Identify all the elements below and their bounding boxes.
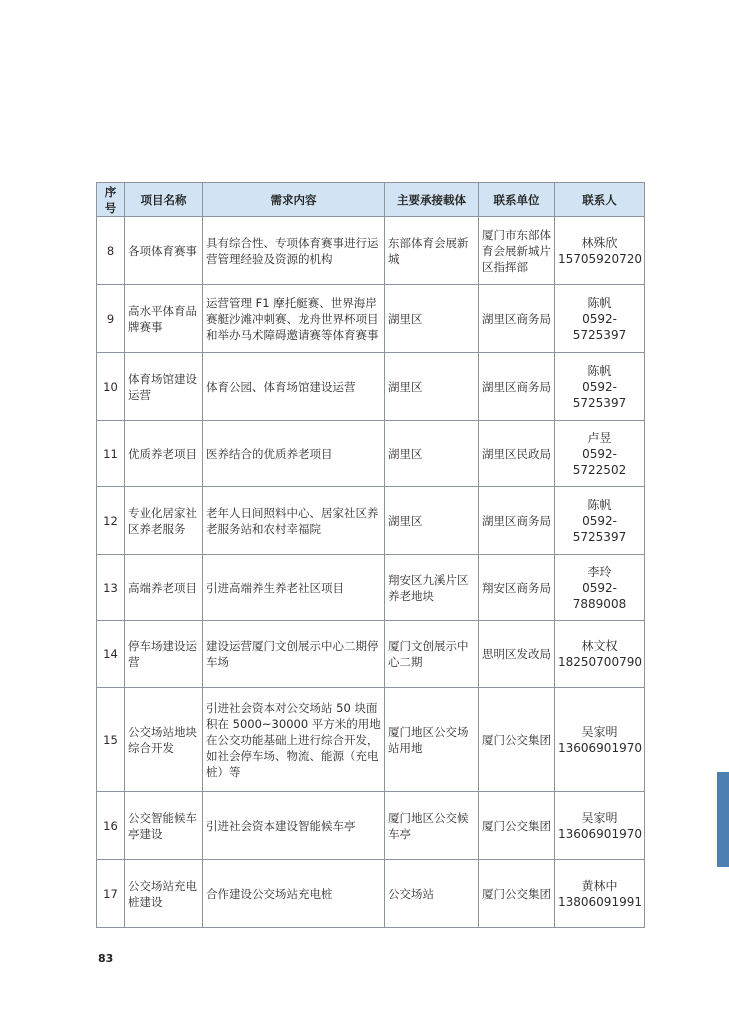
contact-name: 林殊欣 bbox=[581, 235, 618, 250]
row-demand-content: 医养结合的优质养老项目 bbox=[203, 421, 385, 487]
contact-name: 陈帆 bbox=[587, 497, 612, 512]
row-main-carrier: 东部体育会展新城 bbox=[385, 217, 479, 285]
header-contact-unit: 联系单位 bbox=[479, 183, 555, 217]
row-contact-unit: 翔安区商务局 bbox=[479, 555, 555, 621]
row-project-name: 高水平体育品牌赛事 bbox=[125, 285, 203, 353]
contact-phone: 15705920720 bbox=[558, 251, 642, 266]
contact-phone: 0592-5725397 bbox=[572, 379, 627, 410]
row-project-name: 公交智能候车亭建设 bbox=[125, 792, 203, 860]
contact-phone: 13606901970 bbox=[558, 740, 642, 755]
table-row bbox=[97, 217, 645, 285]
row-contact-person bbox=[555, 217, 645, 285]
contact-name: 吴家明 bbox=[581, 810, 618, 825]
table-row bbox=[97, 688, 645, 792]
header-seq: 序号 bbox=[97, 183, 125, 217]
row-project-name: 优质养老项目 bbox=[125, 421, 203, 487]
table-row bbox=[97, 621, 645, 688]
contact-phone: 0592-7889008 bbox=[572, 580, 627, 611]
table-row bbox=[97, 792, 645, 860]
contact-name: 陈帆 bbox=[587, 363, 612, 378]
row-demand-content: 引进社会资本建设智能候车亭 bbox=[203, 792, 385, 860]
row-contact-person bbox=[555, 353, 645, 421]
row-main-carrier: 厦门文创展示中心二期 bbox=[385, 621, 479, 688]
contact-name: 黄林中 bbox=[581, 878, 618, 893]
row-demand-content: 建设运营厦门文创展示中心二期停车场 bbox=[203, 621, 385, 688]
contact-phone: 18250700790 bbox=[558, 655, 642, 669]
contact-phone: 13606901970 bbox=[558, 826, 642, 841]
row-contact-person bbox=[555, 555, 645, 621]
row-demand-content: 引进社会资本对公交场站 50 块面积在 5000~30000 平方米的用地在公交功能基础上进行综合开发，如社会停车场、物流、能源（充电桩）等 bbox=[203, 688, 385, 792]
row-project-name: 各项体育赛事 bbox=[125, 217, 203, 285]
row-seq: 13 bbox=[97, 555, 125, 621]
contact-name: 李玲 bbox=[587, 564, 612, 579]
row-seq: 8 bbox=[97, 217, 125, 285]
row-contact-unit: 湖里区民政局 bbox=[479, 421, 555, 487]
row-seq: 9 bbox=[97, 285, 125, 353]
row-demand-content: 合作建设公交场站充电桩 bbox=[203, 860, 385, 928]
row-demand-content: 引进高端养生养老社区项目 bbox=[203, 555, 385, 621]
project-table bbox=[96, 182, 645, 928]
header-contact-person: 联系人 bbox=[555, 183, 645, 217]
row-main-carrier: 翔安区九溪片区养老地块 bbox=[385, 555, 479, 621]
table-row bbox=[97, 353, 645, 421]
row-contact-unit: 厦门公交集团 bbox=[479, 860, 555, 928]
page-number: 83 bbox=[98, 952, 114, 965]
row-demand-content: 具有综合性、专项体育赛事进行运营管理经验及资源的机构 bbox=[203, 217, 385, 285]
row-seq: 15 bbox=[97, 688, 125, 792]
row-demand-content: 体育公园、体育场馆建设运营 bbox=[203, 353, 385, 421]
row-seq: 16 bbox=[97, 792, 125, 860]
row-contact-unit: 思明区发改局 bbox=[479, 621, 555, 688]
row-project-name: 高端养老项目 bbox=[125, 555, 203, 621]
row-contact-unit: 厦门公交集团 bbox=[479, 792, 555, 860]
row-contact-person bbox=[555, 860, 645, 928]
row-main-carrier: 湖里区 bbox=[385, 421, 479, 487]
row-project-name: 公交场站地块综合开发 bbox=[125, 688, 203, 792]
row-contact-unit: 湖里区商务局 bbox=[479, 285, 555, 353]
table-row bbox=[97, 555, 645, 621]
row-contact-person bbox=[555, 421, 645, 487]
row-project-name: 公交场站充电桩建设 bbox=[125, 860, 203, 928]
row-main-carrier: 厦门地区公交候车亭 bbox=[385, 792, 479, 860]
contact-phone: 13806091991 bbox=[558, 894, 642, 909]
row-contact-unit: 厦门市东部体育会展新城片区指挥部 bbox=[479, 217, 555, 285]
contact-name: 卢昱 bbox=[587, 430, 612, 445]
table-row bbox=[97, 421, 645, 487]
row-contact-person bbox=[555, 285, 645, 353]
row-contact-unit: 厦门公交集团 bbox=[479, 688, 555, 792]
row-main-carrier: 公交场站 bbox=[385, 860, 479, 928]
row-project-name: 专业化居家社区养老服务 bbox=[125, 487, 203, 555]
row-contact-person bbox=[555, 621, 645, 688]
contact-phone: 0592-5722502 bbox=[572, 446, 627, 477]
row-seq: 11 bbox=[97, 421, 125, 487]
table-row bbox=[97, 487, 645, 555]
contact-name: 林文权 bbox=[581, 639, 618, 653]
contact-phone: 0592-5725397 bbox=[572, 311, 627, 342]
row-contact-person bbox=[555, 792, 645, 860]
row-contact-person bbox=[555, 487, 645, 555]
row-contact-unit: 湖里区商务局 bbox=[479, 487, 555, 555]
row-seq: 14 bbox=[97, 621, 125, 688]
contact-phone: 0592-5725397 bbox=[572, 513, 627, 544]
row-seq: 17 bbox=[97, 860, 125, 928]
row-project-name: 体育场馆建设运营 bbox=[125, 353, 203, 421]
row-main-carrier: 湖里区 bbox=[385, 487, 479, 555]
row-seq: 12 bbox=[97, 487, 125, 555]
row-main-carrier: 厦门地区公交场站用地 bbox=[385, 688, 479, 792]
row-contact-unit: 湖里区商务局 bbox=[479, 353, 555, 421]
row-demand-content: 老年人日间照料中心、居家社区养老服务站和农村幸福院 bbox=[203, 487, 385, 555]
header-main-carrier: 主要承接载体 bbox=[385, 183, 479, 217]
row-seq: 10 bbox=[97, 353, 125, 421]
row-demand-content: 运营管理 F1 摩托艇赛、世界海岸赛艇沙滩冲刺赛、龙舟世界杯项目和举办马术障碍邀请赛等体育赛事 bbox=[203, 285, 385, 353]
side-tab-marker bbox=[717, 772, 729, 867]
header-project-name: 项目名称 bbox=[125, 183, 203, 217]
row-main-carrier: 湖里区 bbox=[385, 285, 479, 353]
row-contact-person bbox=[555, 688, 645, 792]
table-row bbox=[97, 860, 645, 928]
row-project-name: 停车场建设运营 bbox=[125, 621, 203, 688]
row-main-carrier: 湖里区 bbox=[385, 353, 479, 421]
contact-name: 陈帆 bbox=[587, 295, 612, 310]
table-header-row bbox=[97, 183, 645, 217]
contact-name: 吴家明 bbox=[581, 724, 618, 739]
table-row bbox=[97, 285, 645, 353]
header-demand-content: 需求内容 bbox=[203, 183, 385, 217]
